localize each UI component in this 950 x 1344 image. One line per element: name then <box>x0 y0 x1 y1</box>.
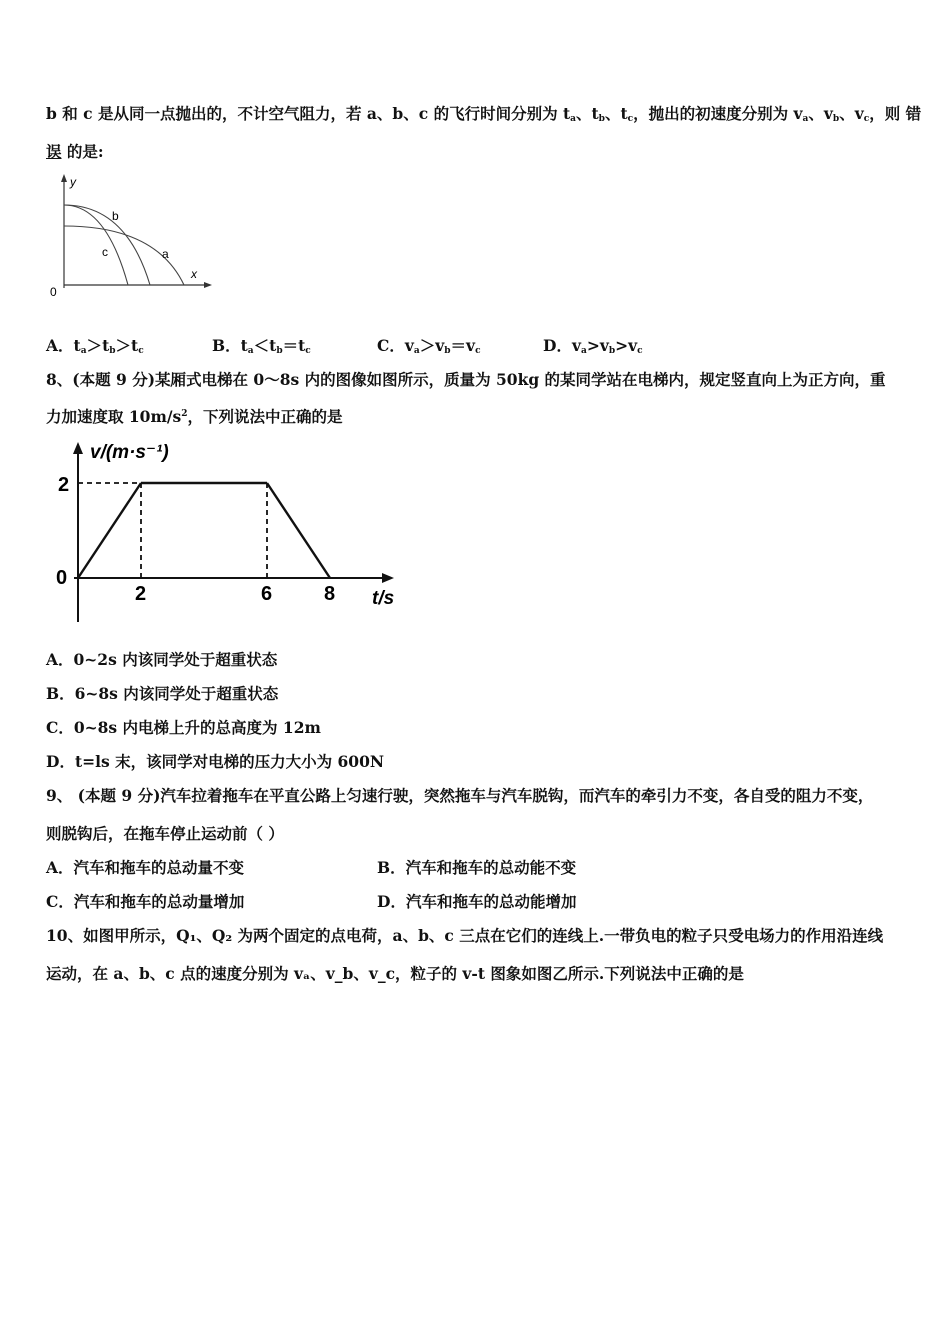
q7-line2: 误 的是: <box>46 142 104 161</box>
vt-x-tick-label: 6 <box>261 583 273 605</box>
vt-x-tick-label: 0 <box>56 567 68 589</box>
q9-option-c[interactable]: C．汽车和拖车的总动量增加 <box>46 892 245 911</box>
vt-x-tick-label: 2 <box>135 583 147 605</box>
vt-y-label: v/(m·s⁻¹) <box>90 442 169 463</box>
q8-vt-chart <box>46 432 406 632</box>
q8-option-c[interactable]: C．0~8s 内电梯上升的总高度为 12m <box>46 718 321 737</box>
vt-series-segment <box>267 483 330 578</box>
q8-line1: 8、(本题 9 分)某厢式电梯在 0～8s 内的图像如图所示，质量为 50kg 的某同学站在电梯内，规定竖直向上为正方向，重 <box>46 370 886 389</box>
q10-line2: 运动，在 a、b、c 点的速度分别为 vₐ、v_b、v_c，粒子的 v-t 图象如图乙所示.下列说法中正确的是 <box>46 964 744 983</box>
q7-trajectory-figure <box>46 170 221 300</box>
q7-emphasis-wrong: 错 <box>905 104 922 123</box>
q8-option-a[interactable]: A．0~2s 内该同学处于超重状态 <box>46 650 278 669</box>
q9-option-a[interactable]: A．汽车和拖车的总动量不变 <box>46 858 245 877</box>
q7-label-a: a <box>162 247 169 261</box>
q9-option-d[interactable]: D．汽车和拖车的总动能增加 <box>377 892 577 911</box>
q9-line1: 9、 (本题 9 分)汽车拉着拖车在平直公路上匀速行驶，突然拖车与汽车脱钩，而汽车的牵引力不变，各自受的阻力不变， <box>46 786 874 805</box>
vt-x-label: t/s <box>372 588 395 609</box>
q7-y-arrow-icon <box>61 174 67 182</box>
q9-option-b[interactable]: B．汽车和拖车的总动能不变 <box>377 858 577 877</box>
q7-label-c: c <box>102 245 108 259</box>
q8-option-d[interactable]: D．t=ls 末，该同学对电梯的压力大小为 600N <box>46 752 385 771</box>
vt-x-tick-label: 8 <box>324 583 336 605</box>
q7-x-arrow-icon <box>204 282 212 288</box>
vt-series-segment <box>78 483 141 578</box>
vt-y-tick-label: 2 <box>58 474 70 496</box>
q7-label-b: b <box>112 209 119 223</box>
q7-x-label: x <box>191 267 197 281</box>
q9-line2: 则脱钩后，在拖车停止运动前（ ） <box>46 824 284 843</box>
q7-option-d[interactable]: D．$v_a>v_b>v_c$ <box>543 336 643 356</box>
q7-option-a[interactable]: A．$t_a>t_b>t_c$ <box>46 336 144 356</box>
q7-line1: b 和 c 是从同一点抛出的，不计空气阻力，若 a、b、c 的飞行时间分别为 $t_a$、$t_b$、$t_c$，抛出的初速度分别为 $v_a$、$v_b$、$v_c$，则 错 <box>46 104 922 124</box>
q7-origin-label: 0 <box>50 285 57 299</box>
q7-y-label: y <box>70 175 76 189</box>
q10-line1: 10、如图甲所示，Q₁、Q₂ 为两个固定的点电荷，a、b、c 三点在它们的连线上.一带负电的粒子只受电场力的作用沿连线 <box>46 926 884 945</box>
vt-x-arrow-icon <box>382 573 394 583</box>
q8-option-b[interactable]: B．6~8s 内该同学处于超重状态 <box>46 684 279 703</box>
q7-option-b[interactable]: B．$t_a<t_b=t_c$ <box>212 336 311 356</box>
vt-y-arrow-icon <box>73 442 83 454</box>
q8-line2: 力加速度取 $10m/s^2$，下列说法中正确的是 <box>46 407 343 426</box>
q7-option-c[interactable]: C．$v_a>v_b=v_c$ <box>377 336 481 356</box>
